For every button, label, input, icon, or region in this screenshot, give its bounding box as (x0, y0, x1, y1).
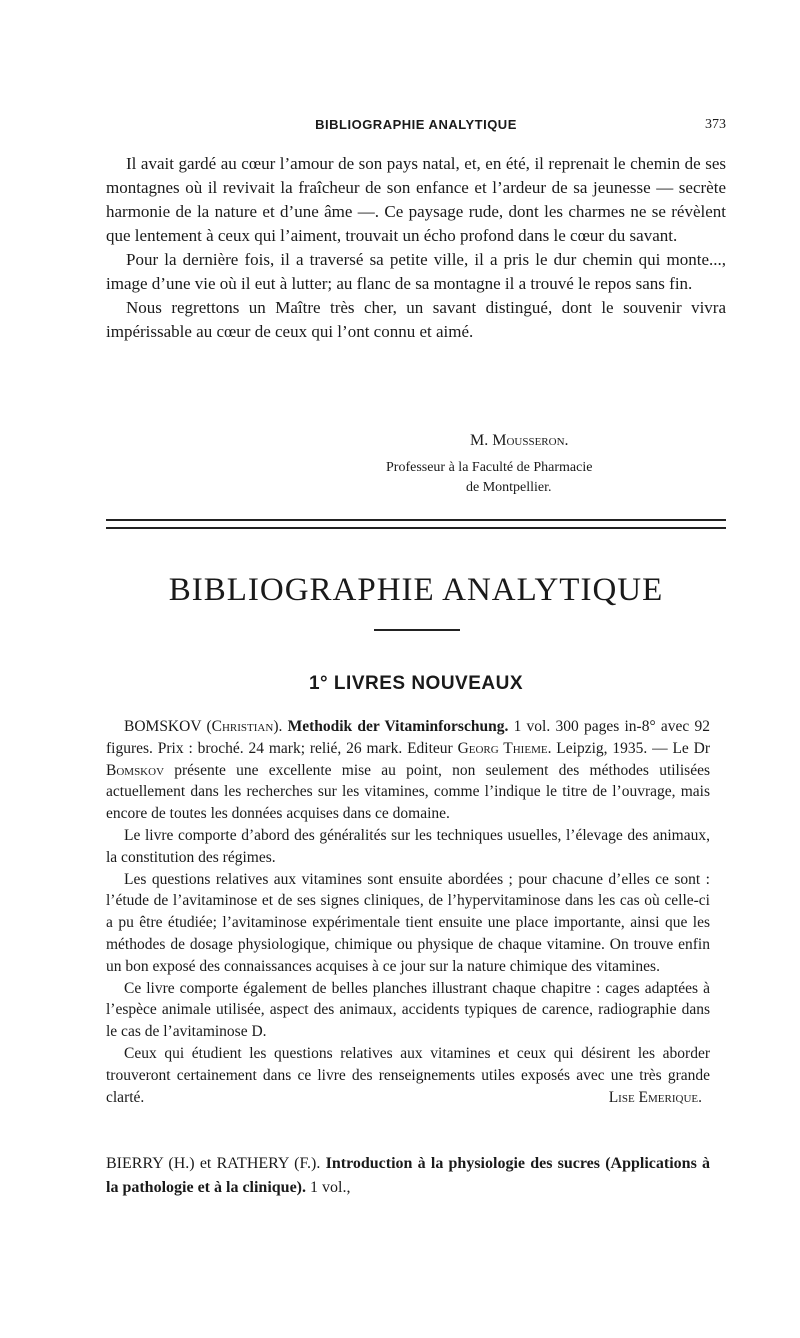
page (106, 0, 726, 1338)
paragraph: Nous regrettons un Maître très cher, un savant distingué, dont le souvenir vivra impérissable au cœur de ceux qui l’ont connu et aimé. (106, 298, 726, 341)
review-details: présente une excellente mise au point, non seulement des méthodes utilisées actuellement dans les recherches sur les vitamines, comme l’indique le titre de l’ouvrage, mais encore de toutes les données acquises dans ce domaine. (106, 761, 710, 823)
section-title: BIBLIOGRAPHIE ANALYTIQUE (168, 572, 664, 608)
running-title: BIBLIOGRAPHIE ANALYTIQUE (315, 117, 517, 132)
page-number: 373 (705, 117, 726, 132)
review-book-title: Methodik der Vitaminforschung. (287, 718, 509, 735)
paragraph: Les questions relatives aux vitamines sont ensuite abordées ; pour chacune d’elles ce sont : l’étude de l’avitaminose et de ses signes cliniques, de l’hypervitaminose dans les cas où celle-ci a pu être étudiée; l’avitaminose expérimentale tient ensuite une place importante, ainsi que les méthodes de dosage physiologique, chimique ou physique de chaque vitamine. On trouve enfin un bon exposé des connaissances acquises à ce jour sur la nature chimique des vitamines. (106, 870, 710, 975)
review-details: 1 vol., (306, 1179, 351, 1196)
short-rule-divider (374, 629, 460, 631)
signature-surname: Mousseron. (492, 432, 569, 449)
review-intro (106, 1152, 710, 1200)
running-header (106, 117, 726, 137)
reviewer-name: Lise Emerique. (608, 1088, 702, 1106)
review-dr-name: Bomskov (106, 761, 165, 779)
review-book-title: Introduction à la physiologie des sucres (Applications à la pathologie et à la clinique). (106, 1155, 711, 1196)
signature-name (470, 432, 716, 450)
review-author-first: Christian (211, 718, 274, 735)
review-author-close: ). (273, 718, 288, 735)
paragraph: Le livre comporte d’abord des généralités sur les techniques usuelles, l’élevage des animaux, la constitution des régimes. (106, 826, 710, 866)
paragraph: Pour la dernière fois, il a traversé sa petite ville, il a pris le dur chemin qui monte..., image d’une vie où il eut à lutter; au flanc de sa montagne il a trouvé le repos sans fin. (106, 250, 726, 293)
double-rule-divider (106, 519, 726, 529)
signature-title-line: de Montpellier. (466, 480, 552, 495)
review-publisher: Georg Thieme (457, 739, 548, 757)
review-author: BOMSKOV ( (124, 718, 212, 735)
signature-initial: M. (470, 432, 489, 449)
signature-block (386, 432, 716, 498)
paragraph-text: Ceux qui étudient les questions relatives aux vitamines et ceux qui désirent les aborder trouveront certainement dans ce livre des renseignements utiles exposés avec une très grande clarté. (106, 1044, 710, 1106)
review-intro (106, 716, 710, 825)
review-details: . Leipzig, 1935. — Le Dr (547, 739, 711, 757)
obituary-text (106, 152, 726, 344)
review-details: 1 vol. 300 pages in-8° avec 92 figures. Prix : broché. 24 mark; relié, 26 mark. Editeur (106, 718, 711, 757)
book-review (106, 716, 710, 1108)
book-review (106, 1152, 710, 1200)
paragraph: Ce livre comporte également de belles planches illustrant chaque chapitre : cages adaptées à l’espèce animale utilisée, aspect des animaux, accidents typiques de carence, radiographie dans le cas de l’avitaminose D. (106, 979, 710, 1041)
signature-title-line: Professeur à la Faculté de Pharmacie (386, 460, 593, 475)
paragraph: Il avait gardé au cœur l’amour de son pays natal, et, en été, il reprenait le chemin de ses montagnes où il revivait la fraîcheur de son enfance et l’ardeur de sa jeunesse — secrète harmonie de la nature et d’une âme —. Ce paysage rude, dont les charmes ne se révèlent que lentement à ceux qui l’aiment, trouvait un écho profond dans le cœur du savant. (106, 154, 726, 245)
review-authors: BIERRY (H.) et RATHERY (F.). (106, 1155, 326, 1172)
subsection-title: 1° LIVRES NOUVEAUX (308, 673, 524, 694)
paragraph-last (106, 1043, 710, 1108)
